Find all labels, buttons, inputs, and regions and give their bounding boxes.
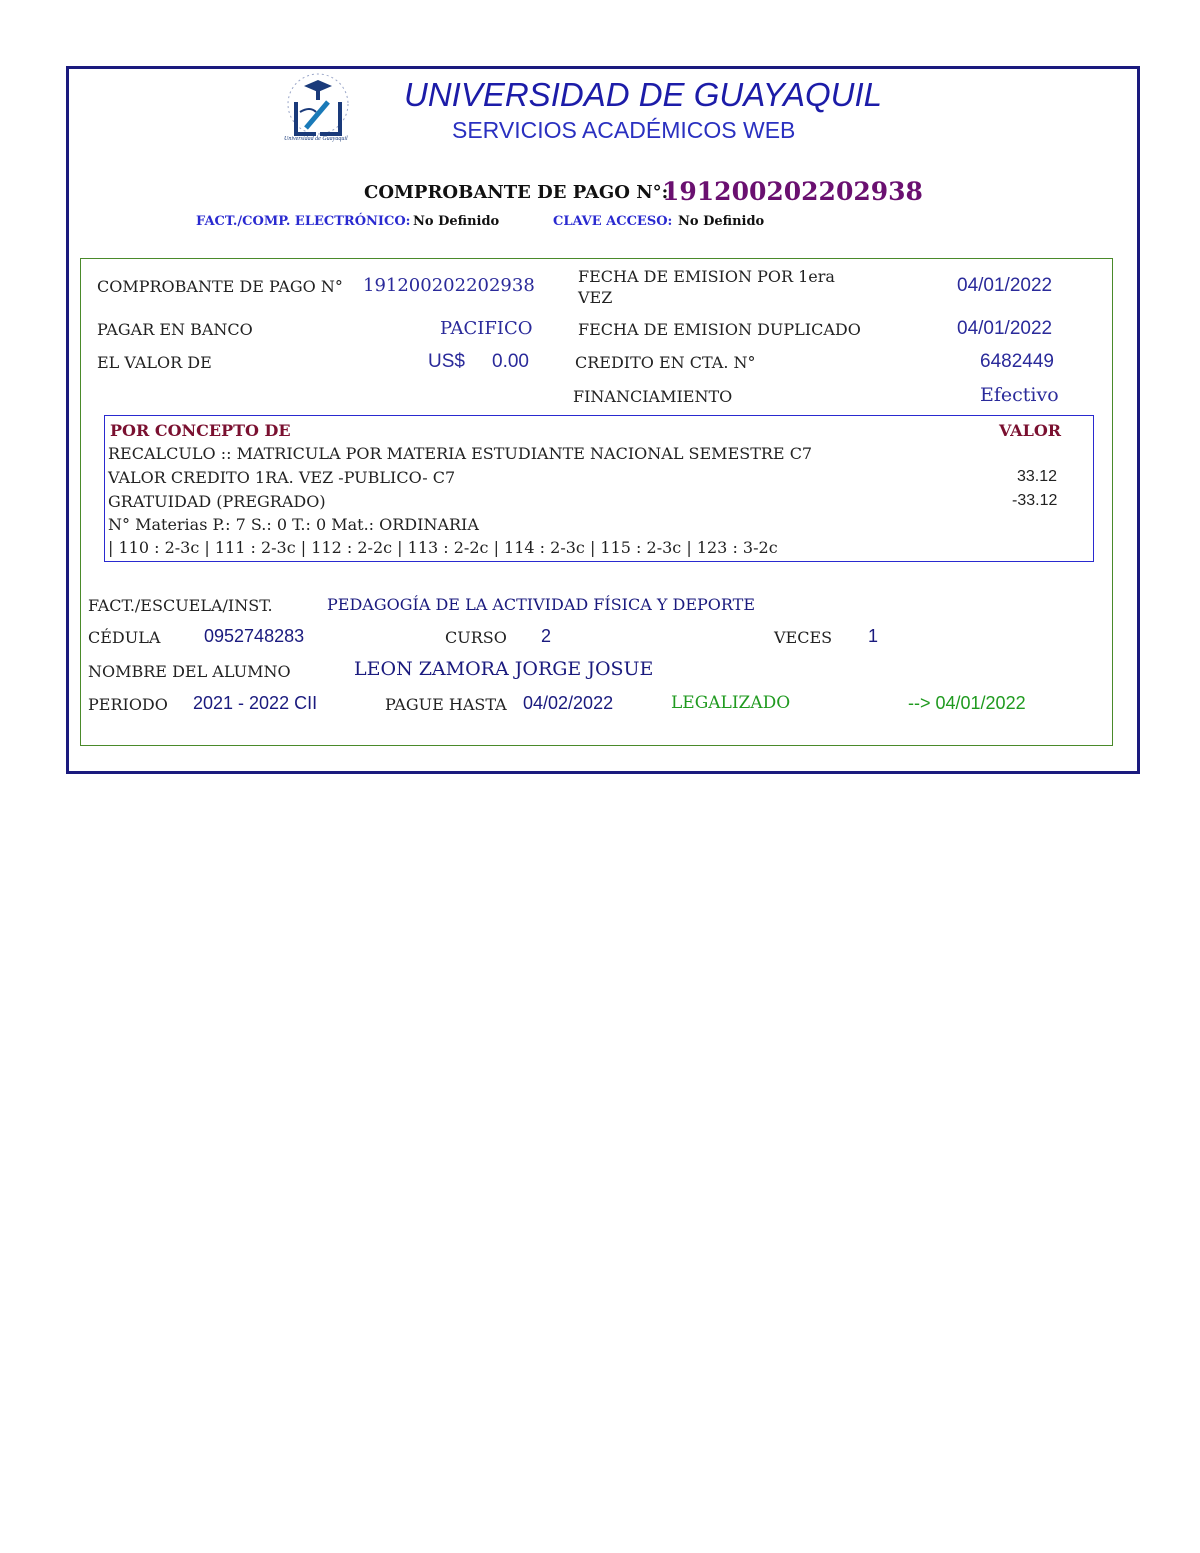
pagar-banco-label: PAGAR EN BANCO — [97, 320, 253, 339]
veces-label: VECES — [774, 628, 833, 647]
fact-escuela-label: FACT./ESCUELA/INST. — [88, 596, 273, 615]
concept-header-label: POR CONCEPTO DE — [110, 421, 291, 440]
valor-currency: US$ — [428, 351, 465, 372]
fecha-emision-label-line2: VEZ — [578, 288, 613, 307]
concept-line: GRATUIDAD (PREGRADO) — [108, 492, 326, 511]
cedula-label: CÉDULA — [88, 628, 161, 647]
valor-amount: 0.00 — [492, 351, 529, 372]
status-legalizado: LEGALIZADO — [671, 693, 791, 713]
status-date: --> 04/01/2022 — [908, 693, 1026, 713]
university-subtitle: SERVICIOS ACADÉMICOS WEB — [452, 117, 796, 143]
concept-line-value: -33.12 — [1012, 492, 1058, 509]
fecha-emision-label: FECHA DE EMISION POR 1era — [578, 267, 835, 286]
fecha-duplicado-label: FECHA DE EMISION DUPLICADO — [578, 320, 861, 339]
comprobante-label: COMPROBANTE DE PAGO N° — [97, 277, 343, 296]
valor-label: EL VALOR DE — [97, 353, 212, 372]
financiamiento-label: FINANCIAMIENTO — [573, 387, 733, 406]
pague-hasta-value: 04/02/2022 — [523, 693, 614, 713]
receipt-title-number: 191200202202938 — [662, 177, 923, 206]
credito-cta-label: CREDITO EN CTA. N° — [575, 353, 756, 372]
nombre-alumno-label: NOMBRE DEL ALUMNO — [88, 662, 291, 681]
concept-header-value: VALOR — [999, 421, 1062, 440]
credito-cta-value: 6482449 — [980, 351, 1054, 372]
cedula-value: 0952748283 — [204, 626, 305, 646]
veces-value: 1 — [868, 626, 879, 646]
fecha-emision-value: 04/01/2022 — [957, 275, 1053, 296]
fact-electronic-value: No Definido — [413, 214, 500, 229]
periodo-value: 2021 - 2022 CII — [193, 693, 318, 713]
university-logo — [276, 72, 360, 150]
fecha-duplicado-value: 04/01/2022 — [957, 318, 1053, 339]
logo-caption: Universidad de Guayaquil — [284, 136, 348, 142]
concept-line: N° Materias P.: 7 S.: 0 T.: 0 Mat.: ORDINARIA — [108, 515, 479, 534]
nombre-alumno-value: LEON ZAMORA JORGE JOSUE — [354, 658, 654, 680]
periodo-label: PERIODO — [88, 695, 168, 714]
concept-line: VALOR CREDITO 1RA. VEZ -PUBLICO- C7 — [108, 468, 456, 487]
curso-value: 2 — [541, 626, 552, 646]
clave-acceso-label: CLAVE ACCESO: — [553, 214, 673, 229]
clave-acceso-value: No Definido — [678, 214, 765, 229]
pague-hasta-label: PAGUE HASTA — [385, 695, 507, 714]
comprobante-value: 191200202202938 — [363, 275, 535, 296]
fact-electronic-label: FACT./COMP. ELECTRÓNICO: — [196, 214, 411, 229]
financiamiento-value: Efectivo — [980, 384, 1059, 406]
concept-line: RECALCULO :: MATRICULA POR MATERIA ESTUDIANTE NACIONAL SEMESTRE C7 — [108, 444, 813, 463]
fact-escuela-value: PEDAGOGÍA DE LA ACTIVIDAD FÍSICA Y DEPORTE — [327, 595, 756, 614]
university-title: UNIVERSIDAD DE GUAYAQUIL — [404, 76, 883, 113]
concept-line: | 110 : 2-3c | 111 : 2-3c | 112 : 2-2c | 113 : 2-2c | 114 : 2-3c | 115 : 2-3c | 123 : 3-2c — [108, 538, 778, 557]
curso-label: CURSO — [445, 628, 507, 647]
concept-line-value: 33.12 — [1017, 468, 1058, 485]
receipt-title-label: COMPROBANTE DE PAGO N°: — [364, 182, 669, 203]
pagar-banco-value: PACIFICO — [440, 318, 533, 339]
